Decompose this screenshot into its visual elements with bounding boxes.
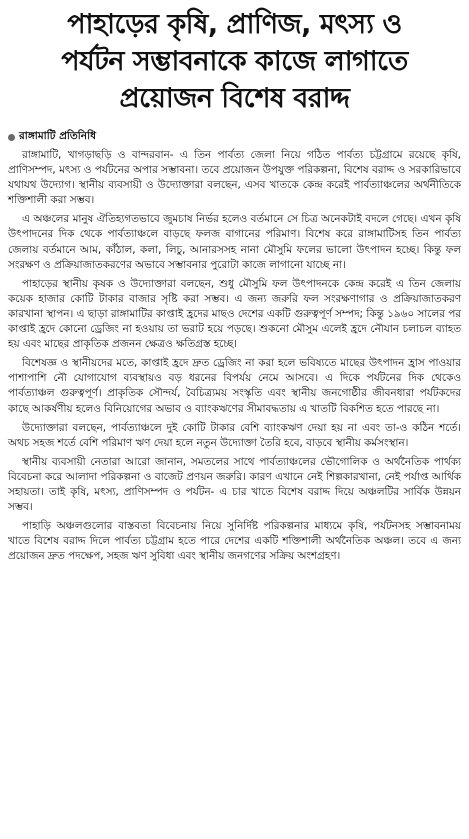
byline xyxy=(8,129,461,146)
paragraph-2: এ অঞ্চলের মানুষ ঐতিহ্যগতভাবে জুমচাষ নির্ভর হলেও বর্তমানে সে চিত্র অনেকটাই বদলে গেছে। এখন কৃষি উৎপাদনের দিক থেকে পার্বত্যাঞ্চলে বাড়ছে ফলজ বাগানের পরিমাণ। বিশেষ করে রাঙ্গামাটিসহ তিন পার্বত্য জেলায় বর্তমানে আম, কাঁঠাল, কলা, লিচু, আনারসসহ নানা মৌসুমি ফলের ভালো উৎপাদন হচ্ছে। কিন্তু ফল সংরক্ষণ ও প্রক্রিয়াজাতকরণের অভাবে সম্ভাবনার পুরোটা কাজে লাগানো যাচ্ছে না। xyxy=(8,213,461,271)
paragraph-7: পাহাড়ি অঞ্চলগুলোর বাস্তবতা বিবেচনায় নিয়ে সুনির্দিষ্ট পরিকল্পনার মাধ্যমে কৃষি, পর্যটনসহ সম্ভাবনাময় খাতে বিশেষ বরাদ্দ দিলে পার্বত্য চট্টগ্রাম হতে পারে দেশের একটি শক্তিশালী অর্থনৈতিক অঞ্চল। তবে এ জন্য প্রয়োজন দ্রুত পদক্ষেপ, সহজ ঋণ সুবিধা এবং স্থানীয় জনগণের সক্রিয় অংশগ্রহণ। xyxy=(8,520,461,563)
paragraph-1: রাঙ্গামাটি, খাগড়াছড়ি ও বান্দরবান- এ তিন পার্বত্য জেলা নিয়ে গঠিত পার্বত্য চট্টগ্রামে রয়েছে কৃষি, প্রাণিসম্পদ, মৎস্য ও পর্যটনের অপার সম্ভাবনা। তবে প্রয়োজন উপযুক্ত পরিকল্পনা, বিশেষ বরাদ্দ ও সরকারিভাবে যথাযথ উদ্যোগ। স্থানীয় ব্যবসায়ী ও উদ্যোক্তারা বলছেন, এসব খাতকে কেন্দ্র করেই পার্বত্যাঞ্চলের অর্থনীতিকে শক্তিশালী করা সম্ভব। xyxy=(8,149,461,207)
paragraph-6: স্থানীয় ব্যবসায়ী নেতারা আরো জানান, সমতলের সাথে পার্বত্যাঞ্চলের ভৌগোলিক ও অর্থনৈতিক পার্থক্য বিবেচনা করে আলাদা পরিকল্পনা ও বাজেট প্রণয়ন জরুরি। কারণ এখানে নেই শিল্পকারখানা, নেই পর্যাপ্ত আর্থিক সহায়তা। তাই কৃষি, মৎস্য, প্রাণিসম্পদ ও পর্যটন- এ চার খাতে বিশেষ বরাদ্দ দিয়ে অঞ্চলটির সার্বিক উন্নয়ন সম্ভব। xyxy=(8,455,461,514)
bullet-icon xyxy=(8,134,15,141)
headline-line-3: প্রয়োজন বিশেষ বরাদ্দ xyxy=(119,83,350,114)
headline-line-2: পর্যটন সম্ভাবনাকে কাজে লাগাতে xyxy=(61,46,408,77)
byline-text: রাঙ্গামাটি প্রতিনিধি xyxy=(19,130,96,142)
paragraph-5: উদ্যোক্তারা বলছেন, পার্বত্যাঞ্চলে দুই কোটি টাকার বেশি ব্যাংকঋণ দেয়া হয় না এবং তা-ও কঠিন শর্তে। অথচ সহজ শর্তে বেশি পরিমাণ ঋণ দেয়া হলে নতুন উদ্যোক্তা তৈরি হবে, বাড়বে স্থানীয় কর্মসংস্থান। xyxy=(8,421,461,449)
article-body xyxy=(8,148,461,564)
paragraph-3: পাহাড়ের স্থানীয় কৃষক ও উদ্যোক্তারা বলছেন, শুধু মৌসুমি ফল উৎপাদনকে কেন্দ্র করেই এ তিন জেলায় কয়েক হাজার কোটি টাকার বাজার সৃষ্টি করা সম্ভব। এ জন্য জরুরি ফল সংরক্ষণাগার ও প্রক্রিয়াজাতকরণ কারখানা স্থাপন। এ ছাড়া রাঙ্গামাটির কাপ্তাই হ্রদের মাছও দেশের একটি গুরুত্বপূর্ণ সম্পদ; কিন্তু ১৯৬০ সালের পর কাপ্তাই হ্রদে কোনো ড্রেজিং না হওয়ায় তা ভরাট হয়ে পড়ছে। শুকনো মৌসুম এলেই হ্রদে নৌযান চলাচল ব্যাহত হয় এবং মাছের প্রাকৃতিক প্রজনন ক্ষেত্রও ক্ষতিগ্রস্ত হচ্ছে। xyxy=(8,277,461,351)
headline-line-1: পাহাড়ের কৃষি, প্রাণিজ, মৎস্য ও xyxy=(67,9,402,40)
paragraph-4: বিশেষজ্ঞ ও স্থানীয়দের মতে, কাপ্তাই হ্রদে দ্রুত ড্রেজিং না করা হলে ভবিষ্যতে মাছের উৎপাদন হ্রাস পাওয়ার পাশাপাশি নৌ যোগাযোগ ব্যবস্থায়ও বড় ধরনের বিপর্যয় নেমে আসবে। এ দিকে পর্যটনের দিক থেকেও পার্বত্যাঞ্চল গুরুত্বপূর্ণ। প্রাকৃতিক সৌন্দর্য, বৈচিত্র্যময় সংস্কৃতি এবং স্থানীয় জনগোষ্ঠীর জীবনধারা পর্যটকদের কাছে আকর্ষণীয় হলেও বিনিয়োগের অভাব ও ব্যাংকঋণের সীমাবদ্ধতায় এ খাতটি বিকশিত হতে পারছে না। xyxy=(8,357,461,415)
headline xyxy=(8,6,461,117)
